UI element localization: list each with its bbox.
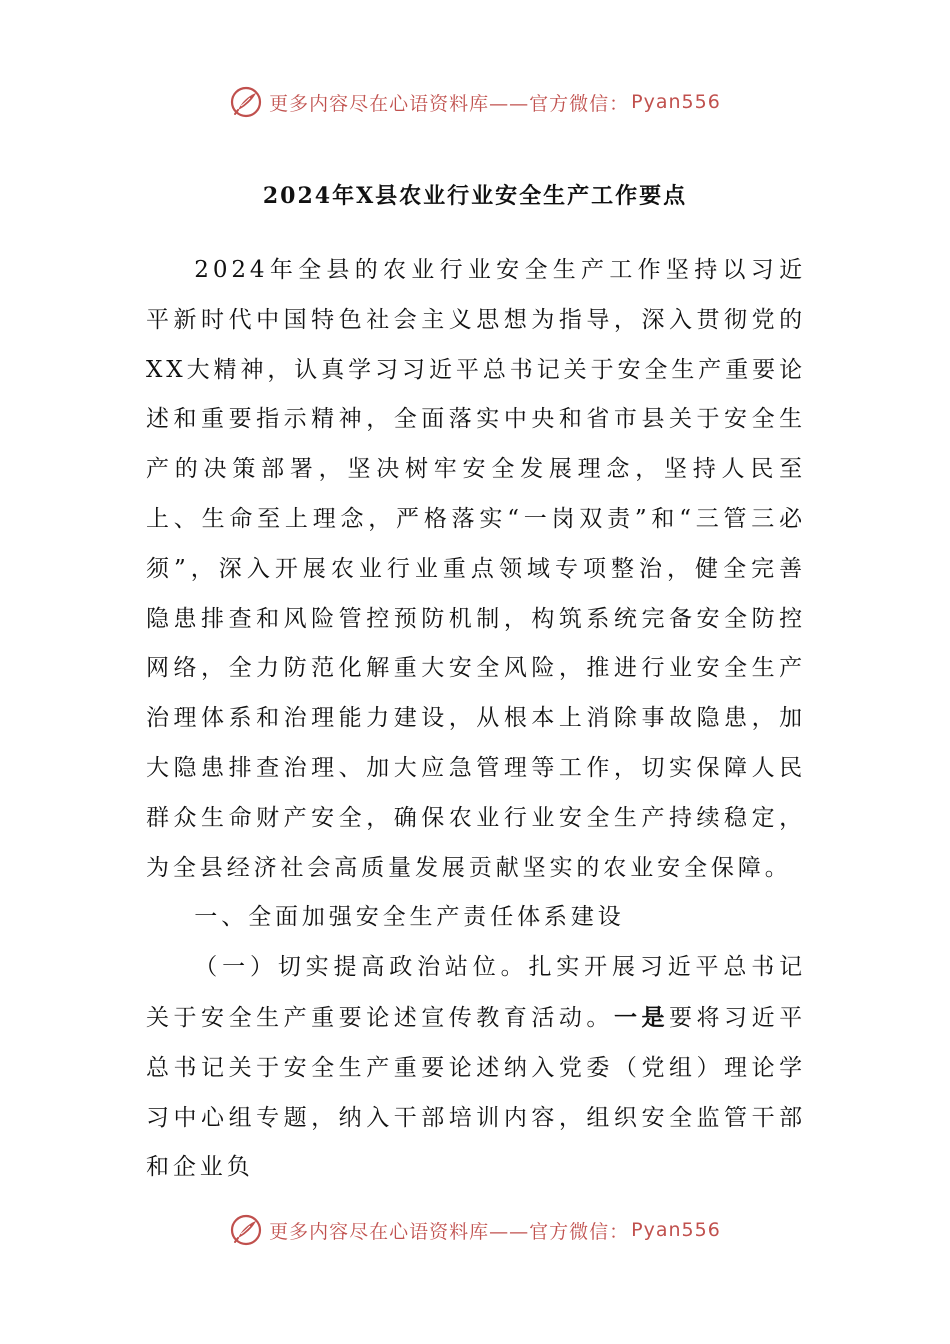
subsection-paragraph [146, 943, 806, 1193]
document-body [146, 246, 806, 1193]
watermark-text: 更多内容尽在心语资料库——官方微信： [269, 92, 630, 115]
quill-logo-icon [229, 1213, 263, 1247]
watermark-header [0, 80, 950, 124]
quill-logo-icon [229, 85, 263, 119]
subsection-text-start: （一）切实提高政治站位。扎实开展习近平总书记关于安全生产重要论述宣传教育活动。 [146, 954, 806, 1031]
watermark-footer [0, 1208, 950, 1252]
subsection-text-end: 要将习近平总书记关于安全生产重要论述纳入党委（党组）理论学习中心组专题，纳入干部培训内容，组织安全监管干部和企业负 [146, 1004, 806, 1181]
watermark-text: 更多内容尽在心语资料库——官方微信： [269, 1220, 630, 1243]
section-heading: 一、全面加强安全生产责任体系建设 [194, 904, 625, 931]
document-title: 2024年X县农业行业安全生产工作要点 [262, 183, 688, 209]
watermark-wechat-id: Pyan556 [631, 1219, 721, 1241]
intro-paragraph: 2024年全县的农业行业安全生产工作坚持以习近平新时代中国特色社会主义思想为指导，深入贯彻党的XX大精神，认真学习习近平总书记关于安全生产重要论述和重要指示精神，全面落实中央和省市县关于安全生产的决策部署，坚决树牢安全发展理念，坚持人民至上、生命至上理念，严格落实“一岗双责”和“三管三必须”，深入开展农业行业重点领域专项整治，健全完善隐患排查和风险管控预防机制，构筑系统完备安全防控网络，全力防范化解重大安全风险，推进行业安全生产治理体系和治理能力建设，从根本上消除事故隐患，加大隐患排查治理、加大应急管理等工作，切实保障人民群众生命财产安全，确保农业行业安全生产持续稳定，为全县经济社会高质量发展贡献坚实的农业安全保障。 [146, 257, 806, 881]
subsection-bold-marker: 一是 [613, 1003, 669, 1031]
watermark-wechat-id: Pyan556 [631, 91, 721, 113]
